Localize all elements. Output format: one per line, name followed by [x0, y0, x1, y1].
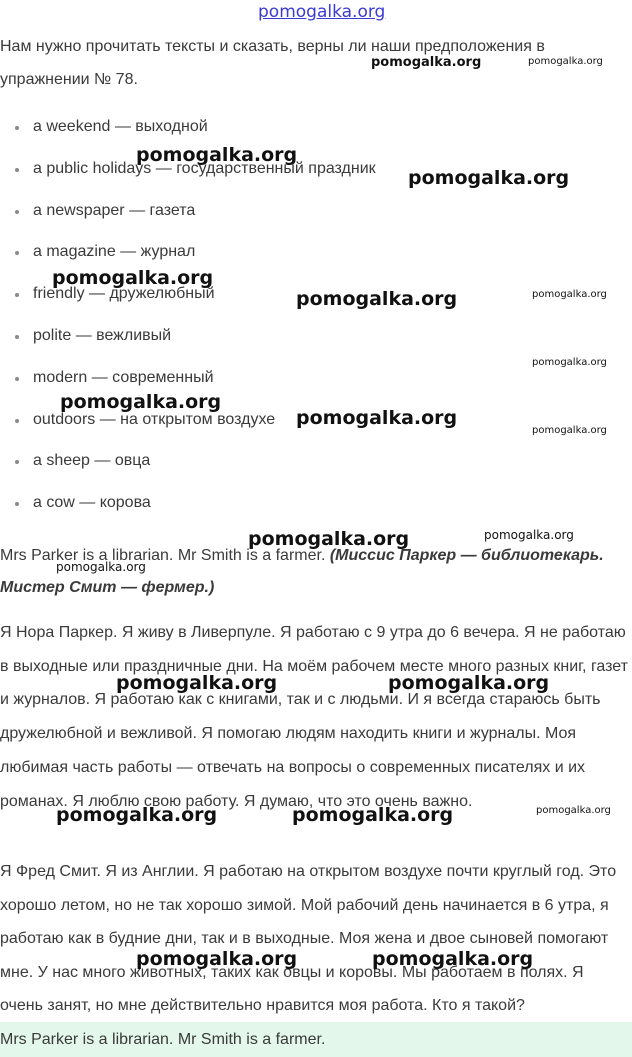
bullet-icon — [15, 335, 19, 339]
list-item: a public holidays — государственный праздник — [0, 150, 440, 192]
watermark: pomogalka.org — [56, 560, 146, 574]
list-item: a weekend — выходной — [0, 108, 440, 150]
list-item: outdoors — на открытом воздухе — [0, 401, 440, 443]
watermark: pomogalka.org — [371, 55, 482, 70]
list-item: modern — современный — [0, 359, 440, 401]
watermark: pomogalka.org — [484, 528, 574, 542]
text-paragraph-parker: Я Нора Паркер. Я живу в Ливерпуле. Я работаю с 9 утра до 6 вечера. Я не работаю в выходные или праздничные дни. На моём рабочем месте много разных книг, газет и журналов. Я работаю как с книгами, так и с людьми. И я всегда стараюсь быть дружелюбной и вежливой. Я помогаю людям находить книги и журналы. Моя любимая часть работы — отвечать на вопросы о современных писателях и их романах. Я люблю свою работу. Я думаю, что это очень важно. — [0, 624, 628, 810]
watermark: pomogalka.org — [532, 357, 607, 368]
watermark: pomogalka.org — [136, 948, 298, 970]
bullet-icon — [15, 210, 19, 214]
answer-box: Mrs Parker is a librarian. Mr Smith is a farmer. — [0, 1022, 632, 1057]
bullet-icon — [15, 293, 19, 297]
list-item: a newspaper — газета — [0, 192, 440, 234]
watermark: pomogalka.org — [536, 805, 611, 816]
bullet-icon — [15, 419, 19, 423]
intro-text: Нам нужно прочитать тексты и сказать, верны ли наши предположения в упражнении № 78. — [0, 38, 545, 88]
watermark: pomogalka.org — [528, 56, 603, 67]
watermark: pomogalka.org — [408, 167, 570, 189]
bullet-icon — [15, 377, 19, 381]
list-item: a cow — корова — [0, 484, 440, 526]
watermark: pomogalka.org — [388, 672, 550, 694]
bullet-icon — [15, 460, 19, 464]
list-item: a magazine — журнал — [0, 233, 440, 275]
watermark: pomogalka.org — [52, 267, 214, 289]
watermark: pomogalka.org — [116, 672, 278, 694]
summary-translation: (Миссис Паркер — библиотекарь. Мистер Смит — фермер.) — [0, 547, 604, 596]
list-item: friendly — дружелюбный — [0, 275, 440, 317]
watermark: pomogalka.org — [532, 425, 607, 436]
watermark: pomogalka.org — [296, 288, 458, 310]
bullet-icon — [15, 126, 19, 130]
watermark: pomogalka.org — [60, 391, 222, 413]
vocabulary-list — [0, 108, 440, 526]
watermark: pomogalka.org — [248, 528, 410, 550]
watermark: pomogalka.org — [56, 804, 218, 826]
text-paragraph-smith: Я Фред Смит. Я из Англии. Я работаю на открытом воздухе почти круглый год. Это хорошо летом, но не так хорошо зимой. Мой рабочий день начинается в 6 утра, я работаю как в будние дни, так и в выходные. Моя жена и двое сыновей помогают мне. У нас много животных, таких как овцы и коровы. Мы работаем в полях. Я очень занят, но мне действительно нравится моя работа. Кто я такой? — [0, 863, 617, 1014]
watermark: pomogalka.org — [532, 289, 607, 300]
watermark: pomogalka.org — [292, 804, 454, 826]
list-item: a sheep — овца — [0, 442, 440, 484]
bullet-icon — [15, 502, 19, 506]
list-item: polite — вежливый — [0, 317, 440, 359]
watermark-top: pomogalka.org — [258, 2, 386, 22]
bullet-icon — [15, 251, 19, 255]
watermark: pomogalka.org — [372, 948, 534, 970]
summary-paragraph: Mrs Parker is a librarian. Mr Smith is a farmer. (Миссис Паркер — библиотекарь. Мистер Смит — фермер.) — [0, 547, 604, 596]
bullet-icon — [15, 168, 19, 172]
watermark: pomogalka.org — [296, 407, 458, 429]
watermark: pomogalka.org — [136, 144, 298, 166]
